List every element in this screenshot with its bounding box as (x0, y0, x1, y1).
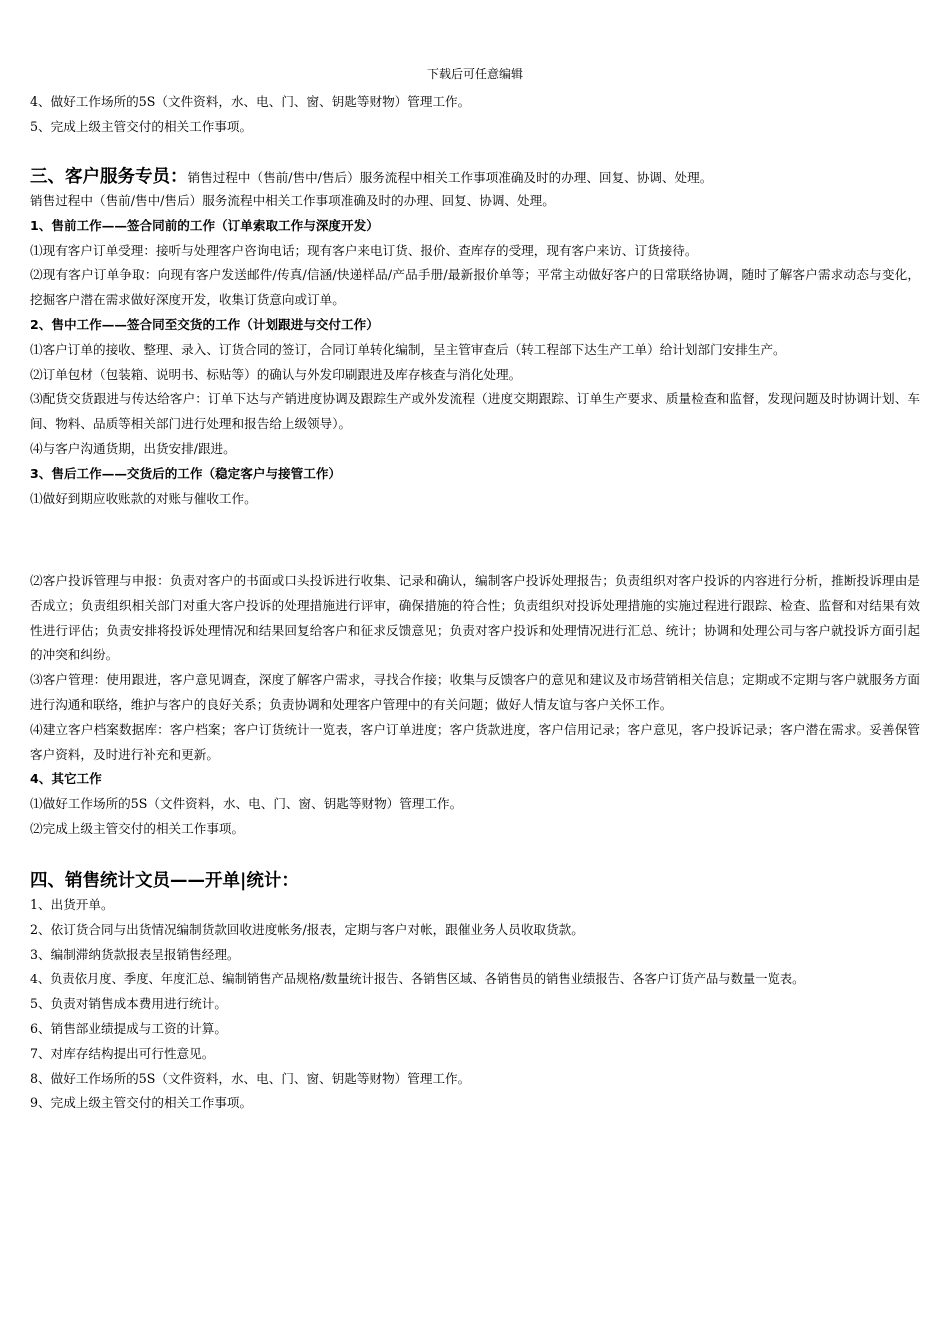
list-item: 8、做好工作场所的5S（文件资料，水、电、门、窗、钥匙等财物）管理工作。 (30, 1070, 471, 1086)
list-item: ⑵客户投诉管理与申报：负责对客户的书面或口头投诉进行收集、记录和确认，编制客户投诉处理报告；负责组织对客户投诉的内容进行分析，推断投诉理由是否成立；负责组织相关部门对重大客户投诉的处理措施进行评审，确保措施的符合性；负责组织对投诉处理措施的实施过程进行跟踪、检查、监督和对结果有效性进行评估；负责安排将投诉处理情况和结果回复给客户和征求反馈意见；负责对客户投诉和处理情况进行汇总、统计；协调和处理公司与客户就投诉方面引起的冲突和纠纷。 (30, 573, 920, 663)
list-item: ⑵完成上级主管交付的相关工作事项。 (30, 820, 245, 836)
list-item: ⑵订单包材（包装箱、说明书、标贴等）的确认与外发印刷跟进及库存核查与消化处理。 (30, 366, 522, 382)
section-intro: 销售过程中（售前/售中/售后）服务流程中相关工作事项准确及时的办理、回复、协调、处理。 (30, 193, 555, 208)
section-sales-statistics (30, 868, 920, 894)
list-item: 9、完成上级主管交付的相关工作事项。 (30, 1095, 253, 1111)
list-item: 2、依订货合同与出货情况编制货款回收进度帐务/报表，定期与客户对帐，跟催业务人员收取货款。 (30, 921, 584, 937)
list-item: ⑶客户管理：使用跟进，客户意见调查，深度了解客户需求，寻找合作接；收集与反馈客户的意见和建议及市场营销相关信息；定期或不定期与客户就服务方面进行沟通和联络，维护与客户的良好关系；负责协调和处理客户管理中的有关问题；做好人情友谊与客户关怀工作。 (30, 672, 920, 712)
list-item: 4、做好工作场所的5S（文件资料，水、电、门、窗、钥匙等财物）管理工作。 (30, 94, 471, 109)
section-title: 四、销售统计文员——开单|统计： (30, 871, 299, 891)
subsection-heading-in-sale: 2、售中工作——签合同至交货的工作（计划跟进与交付工作） (30, 316, 379, 332)
top-list (30, 90, 920, 140)
list-item: ⑷建立客户档案数据库：客户档案；客户订货统计一览表，客户订单进度；客户货款进度，客户信用记录；客户意见，客户投诉记录；客户潜在需求。妥善保管客户资料，及时进行补充和更新。 (30, 721, 920, 762)
section-customer-service (30, 164, 920, 191)
list-item: ⑵现有客户订单争取：向现有客户发送邮件/传真/信涵/快递样品/产品手册/最新报价单等；平常主动做好客户的日常联络协调，随时了解客户需求动态与变化，挖掘客户潜在需求做好深度开发，收集订货意向或订单。 (30, 267, 920, 308)
page-header-note: 下载后可任意编辑 (426, 67, 523, 81)
subsection-heading-pre-sale: 1、售前工作——签合同前的工作（订单索取工作与深度开发） (30, 217, 379, 233)
section-customer-service-body (30, 189, 920, 511)
list-item: ⑷与客户沟通货期，出货安排/跟进。 (30, 440, 236, 456)
list-item: 3、编制滞纳货款报表呈报销售经理。 (30, 946, 240, 962)
list-item: ⑴客户订单的接收、整理、录入、订货合同的签订，合同订单转化编制，呈主管审查后（转工程部下达生产工单）给计划部门安排生产。 (30, 341, 786, 357)
list-item: 6、销售部业绩提成与工资的计算。 (30, 1020, 227, 1036)
section-customer-service-continued (30, 569, 920, 842)
list-item: 5、完成上级主管交付的相关工作事项。 (30, 118, 253, 134)
list-item: 5、负责对销售成本费用进行统计。 (30, 996, 227, 1012)
list-item: 7、对库存结构提出可行性意见。 (30, 1045, 215, 1061)
section-heading (30, 164, 920, 191)
list-item: ⑴做好工作场所的5S（文件资料，水、电、门、窗、钥匙等财物）管理工作。 (30, 796, 463, 812)
list-item: ⑴做好到期应收账款的对账与催收工作。 (30, 490, 257, 506)
section-sales-statistics-body (30, 893, 920, 1116)
section-title-tail: 销售过程中（售前/售中/售后）服务流程中相关工作事项准确及时的办理、回复、协调、处理。 (187, 170, 713, 185)
subsection-heading-after-sale: 3、售后工作——交货后的工作（稳定客户与接管工作） (30, 465, 342, 481)
list-item: ⑴现有客户订单受理：接听与处理客户咨询电话；现有客户来电订货、报价、查库存的受理，现有客户来访、订货接待。 (30, 242, 698, 258)
list-item: 4、负责依月度、季度、年度汇总、编制销售产品规格/数量统计报告、各销售区域、各销售员的销售业绩报告、各客户订货产品与数量一览表。 (30, 972, 805, 987)
list-item: 1、出货开单。 (30, 897, 114, 912)
section-title: 三、客户服务专员： (30, 167, 188, 187)
subsection-heading-other: 4、其它工作 (30, 771, 102, 787)
list-item: ⑶配货交货跟进与传达给客户：订单下达与产销进度协调及跟踪生产或外发流程（进度交期跟踪、订单生产要求、质量检查和监督，发现问题及时协调计划、车间、物料、品质等相关部门进行处理和报告给上级领导）。 (30, 391, 920, 432)
